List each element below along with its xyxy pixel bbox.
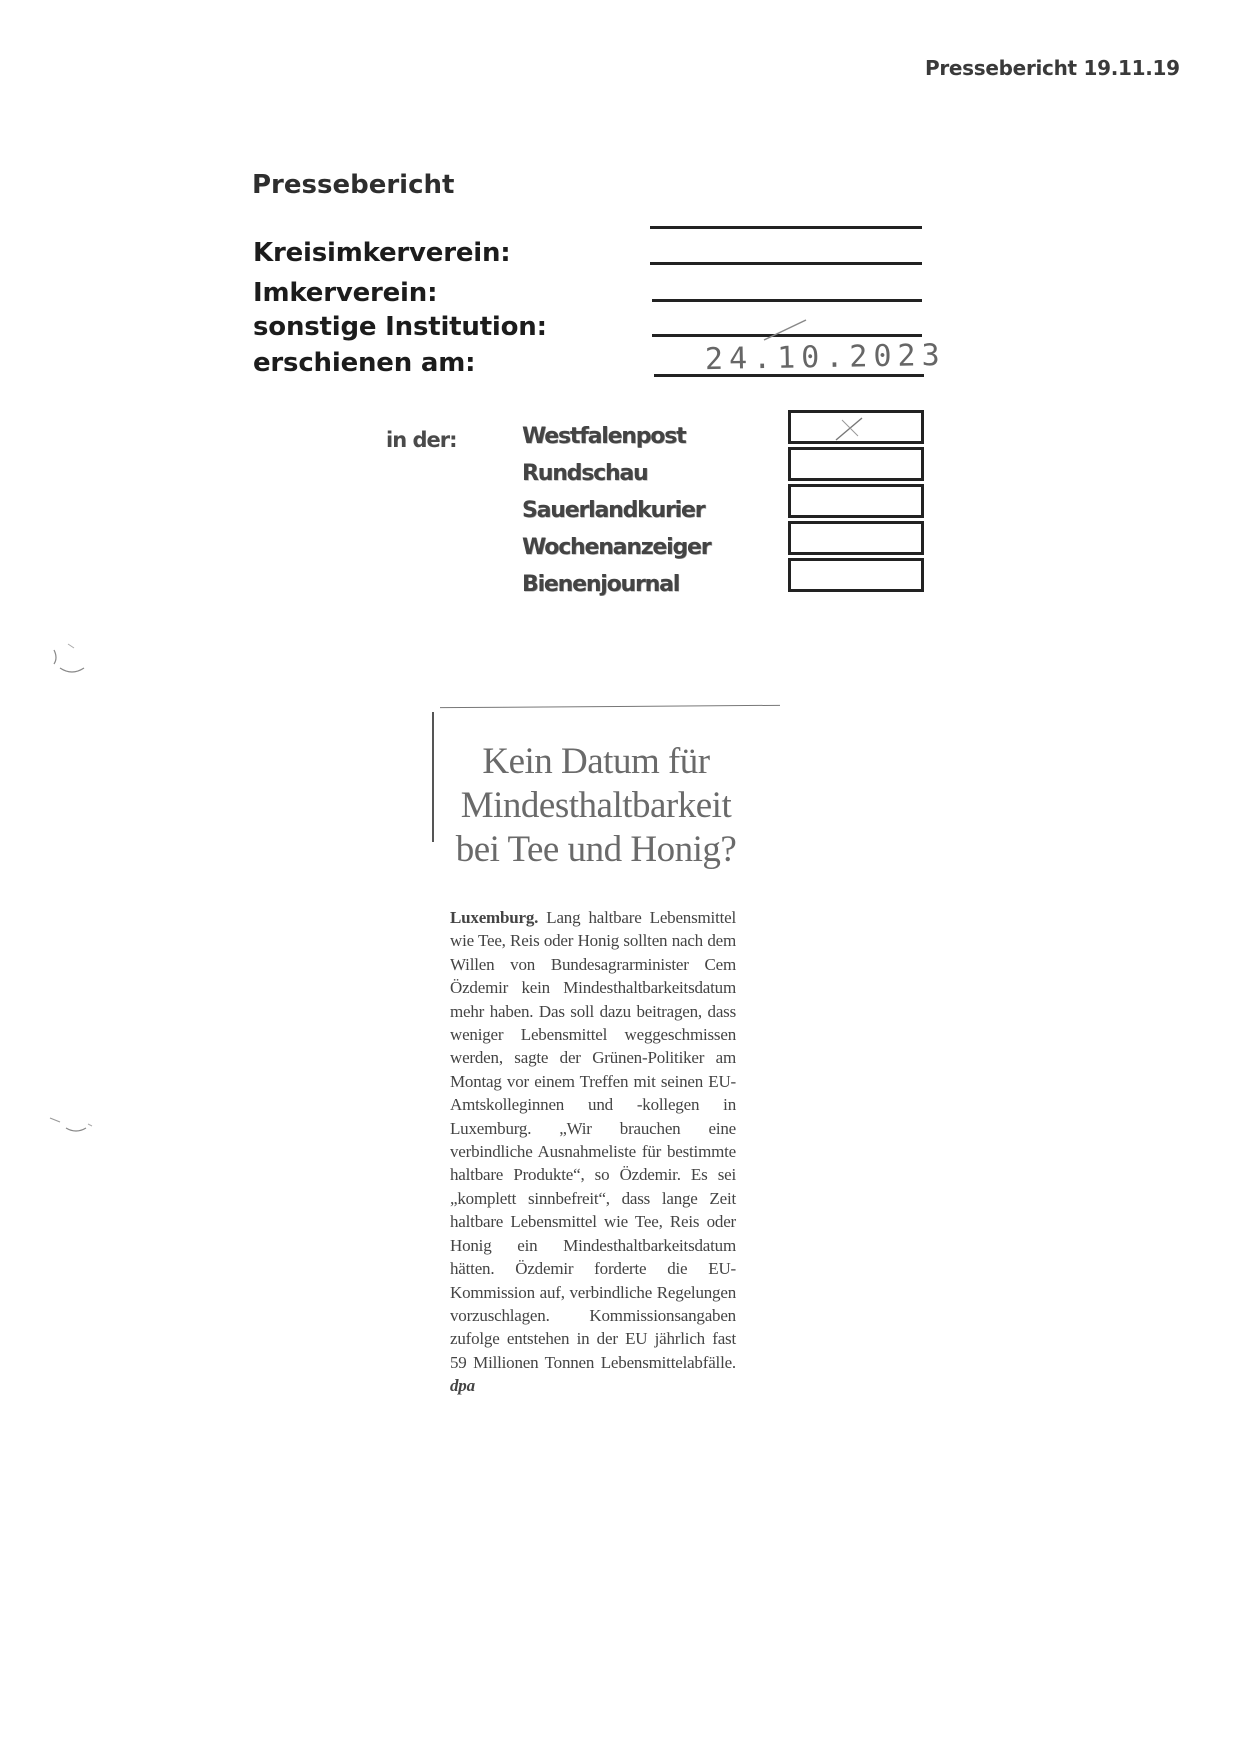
form-title: Pressebericht [252, 170, 455, 200]
field-label-erschienen-am: erschienen am: [253, 348, 476, 378]
checkbox-wochenanzeiger[interactable] [788, 521, 924, 555]
field-line-kreisimkerverein[interactable] [650, 262, 922, 265]
field-line-imkerverein[interactable] [652, 299, 922, 302]
newspaper-westfalenpost: Westfalenpost [522, 424, 686, 449]
article-agency: dpa [450, 1376, 475, 1396]
article-text: Lang haltbare Lebensmittel wie Tee, Reis oder Honig sollten nach dem Willen von Bundesagrarminister Cem Özdemir kein Mindesthaltbarkeitsdatum mehr haben. Das soll dazu beitragen, dass weniger Lebensmittel weggeschmissen werden, sagte der Grünen-Politiker am Montag vor einem Treffen mit seinen EU-Amtskolleginnen und -kollegen in Luxemburg. „Wir brauchen eine verbindliche Ausnahmeliste für bestimmte haltbare Produkte“, so Özdemir. Es sei „komplett sinnbefreit“, dass lange Zeit haltbare Lebensmittel wie Tee, Reis oder Honig ein Mindesthaltbarkeitsdatum hätten. Özdemir forderte die EU-Kommission auf, verbindliche Regelungen vorzuschlagen. Kommissionsangaben zufolge entstehen in der EU jährlich fast 59 Millionen Tonnen Lebensmittelabfälle. [450, 908, 736, 1372]
newspaper-rundschau: Rundschau [522, 461, 648, 486]
headline-line-2: Mindesthaltbarkeit [460, 785, 732, 826]
checkbox-bienenjournal[interactable] [788, 558, 924, 592]
clipping-left-edge [432, 712, 434, 842]
article-headline [446, 740, 746, 872]
scan-speck-icon [50, 640, 90, 674]
newspaper-bienenjournal: Bienenjournal [522, 572, 680, 597]
headline-line-3: bei Tee und Honig? [455, 829, 737, 870]
field-label-imkerverein: Imkerverein: [253, 278, 438, 308]
checkbox-rundschau[interactable] [788, 447, 924, 481]
newspaper-wochenanzeiger: Wochenanzeiger [522, 535, 711, 560]
field-line-top [650, 226, 922, 229]
report-date-label: Pressebericht 19.11.19 [925, 56, 1180, 80]
headline-line-1: Kein Datum für [482, 741, 710, 782]
article-body [450, 906, 736, 1398]
field-label-sonstige-institution: sonstige Institution: [253, 312, 547, 342]
clipping-top-edge [440, 705, 780, 708]
scan-speck-icon [48, 1112, 94, 1138]
in-der-label: in der: [386, 428, 457, 452]
checkbox-sauerlandkurier[interactable] [788, 484, 924, 518]
checkmark-icon [828, 414, 868, 444]
handwritten-slash-icon [760, 318, 810, 342]
article-dateline: Luxemburg. [450, 908, 539, 927]
publication-date-value: 24.10.2023 [704, 337, 946, 378]
field-label-kreisimkerverein: Kreisimkerverein: [253, 238, 511, 268]
newspaper-sauerlandkurier: Sauerlandkurier [522, 498, 705, 523]
